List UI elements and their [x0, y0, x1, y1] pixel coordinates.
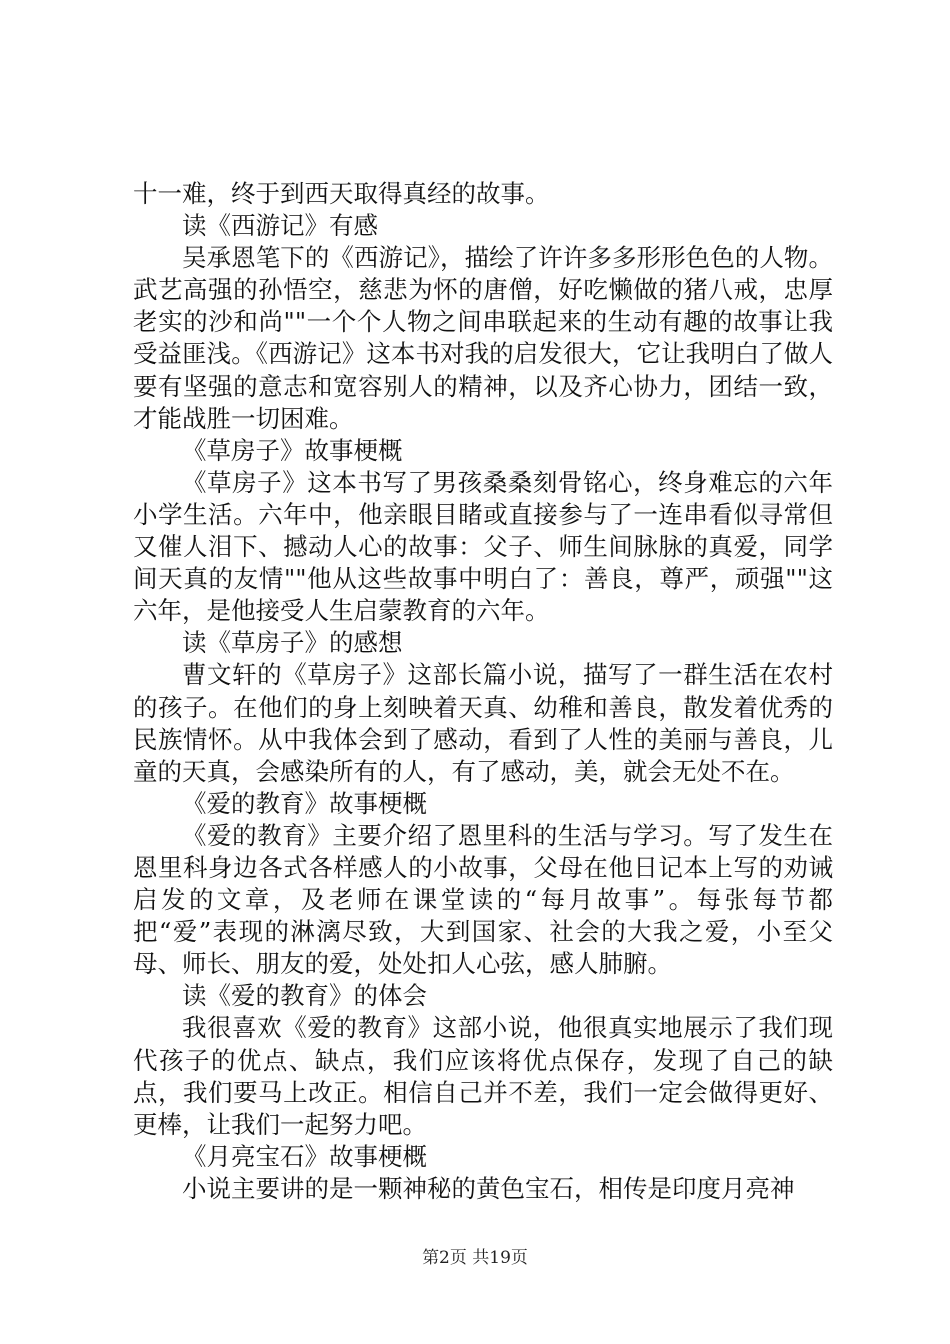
paragraph: 《草房子》这本书写了男孩桑桑刻骨铭心，终身难忘的六年小学生活。六年中，他亲眼目睹或直接参与了一连串看似寻常但又催人泪下、撼动人心的故事：父子、师生间脉脉的真爱，同学间天真的友情""他从这些故事中明白了：善良，尊严，顽强""这六年，是他接受人生启蒙教育的六年。: [133, 467, 833, 626]
document-body: [133, 178, 833, 1205]
paragraph: 曹文轩的《草房子》这部长篇小说，描写了一群生活在农村的孩子。在他们的身上刻映着天真、幼稚和善良，散发着优秀的民族情怀。从中我体会到了感动，看到了人性的美丽与善良，儿童的天真，会感染所有的人，有了感动，美，就会无处不在。: [133, 660, 833, 786]
paragraph: 十一难，终于到西天取得真经的故事。: [133, 179, 550, 208]
section-heading: 读《草房子》的感想: [182, 628, 403, 658]
paragraph: 吴承恩笔下的《西游记》，描绘了许许多多形形色色的人物。武艺高强的孙悟空，慈悲为怀的唐僧，好吃懒做的猪八戒，忠厚老实的沙和尚""一个个人物之间串联起来的生动有趣的故事让我受益匪浅。《西游记》这本书对我的启发很大，它让我明白了做人要有坚强的意志和宽容别人的精神，以及齐心协力，团结一致，才能战胜一切困难。: [133, 243, 833, 433]
section-heading: 读《西游记》有感: [182, 211, 378, 241]
section-heading: 《月亮宝石》故事梗概: [182, 1141, 427, 1171]
section-heading: 《草房子》故事梗概: [182, 435, 403, 465]
paragraph: 我很喜欢《爱的教育》这部小说，他很真实地展示了我们现代孩子的优点、缺点，我们应该将优点保存，发现了自己的缺点，我们要马上改正。相信自己并不差，我们一定会做得更好、更棒，让我们一起努力吧。: [133, 1013, 833, 1139]
paragraph: 《爱的教育》主要介绍了恩里科的生活与学习。写了发生在恩里科身边各式各样感人的小故事，父母在他日记本上写的劝诫启发的文章，及老师在课堂读的“每月故事”。每张每节都把“爱”表现的淋漓尽致，大到国家、社会的大我之爱，小至父母、师长、朋友的爱，处处扣人心弦，感人肺腑。: [133, 820, 833, 979]
section-heading: 读《爱的教育》的体会: [182, 981, 427, 1011]
section-heading: 《爱的教育》故事梗概: [182, 788, 427, 818]
paragraph: 小说主要讲的是一颗神秘的黄色宝石，相传是印度月亮神: [182, 1173, 795, 1203]
page-number-footer: 第2页 共19页: [422, 1248, 528, 1268]
